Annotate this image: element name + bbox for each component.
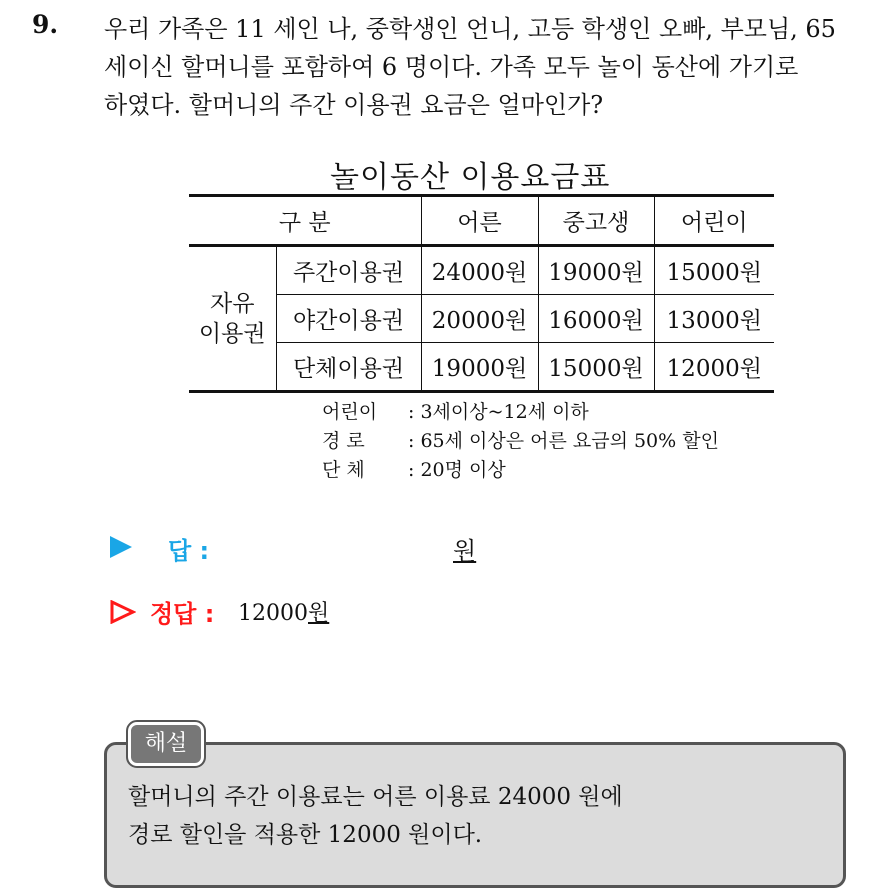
note-line [322, 398, 719, 427]
question-line: 우리 가족은 11 세인 나, 중학생인 언니, 고등 학생인 오빠, 부모님, 65 [104, 15, 836, 43]
note-value: : 20명 이상 [408, 459, 506, 481]
price-cell: 20000원 [421, 295, 538, 343]
solution-label: 정답 : [150, 600, 215, 628]
note-value: : 65세 이상은 어른 요금의 50% 할인 [408, 430, 719, 452]
fee-table [189, 194, 774, 393]
note-value: : 3세이상~12세 이하 [408, 401, 589, 423]
solution-value-line [238, 596, 329, 627]
ticket-kind: 주간이용권 [276, 246, 421, 295]
explanation-line: 할머니의 주간 이용료는 어른 이용료 24000 원에 [128, 784, 623, 810]
category-line: 자유 [210, 290, 255, 317]
answer-label: 답 : [168, 537, 210, 565]
explanation-tag: 해설 [128, 722, 204, 766]
header-category: 구 분 [189, 196, 421, 246]
note-key: 경 로 [322, 430, 365, 452]
answer-unit[interactable]: 원 [453, 537, 477, 565]
solution-unit: 원 [308, 601, 330, 626]
price-cell: 24000원 [421, 246, 538, 295]
price-cell: 19000원 [538, 246, 654, 295]
outline-play-icon [110, 600, 136, 624]
header-child: 어린이 [654, 196, 774, 246]
solution-value: 12000 [238, 601, 308, 626]
explanation-text [128, 778, 623, 854]
price-cell: 13000원 [654, 295, 774, 343]
category-cell [189, 246, 276, 392]
price-cell: 12000원 [654, 343, 774, 392]
price-cell: 19000원 [421, 343, 538, 392]
table-row [189, 343, 774, 392]
note-line [322, 427, 719, 456]
play-triangle-icon [110, 536, 132, 558]
price-cell: 16000원 [538, 295, 654, 343]
question-line: 세이신 할머니를 포함하여 6 명이다. 가족 모두 놀이 동산에 가기로 [104, 53, 799, 81]
table-title: 놀이동산 이용요금표 [330, 160, 611, 195]
price-cell: 15000원 [654, 246, 774, 295]
note-line [322, 456, 719, 485]
header-teen: 중고생 [538, 196, 654, 246]
table-row [189, 246, 774, 295]
question-number: 9. [32, 10, 59, 39]
table-header-row [189, 196, 774, 246]
question-line: 하였다. 할머니의 주간 이용권 요금은 얼마인가? [104, 91, 604, 119]
ticket-kind: 야간이용권 [276, 295, 421, 343]
category-line: 이용권 [198, 320, 266, 347]
question-text [104, 10, 874, 124]
explanation-line: 경로 할인을 적용한 12000 원이다. [128, 822, 483, 848]
header-adult: 어른 [421, 196, 538, 246]
table-notes [322, 398, 719, 485]
note-key: 어린이 [322, 401, 378, 423]
note-key: 단 체 [322, 459, 365, 481]
table-row [189, 295, 774, 343]
ticket-kind: 단체이용권 [276, 343, 421, 392]
price-cell: 15000원 [538, 343, 654, 392]
